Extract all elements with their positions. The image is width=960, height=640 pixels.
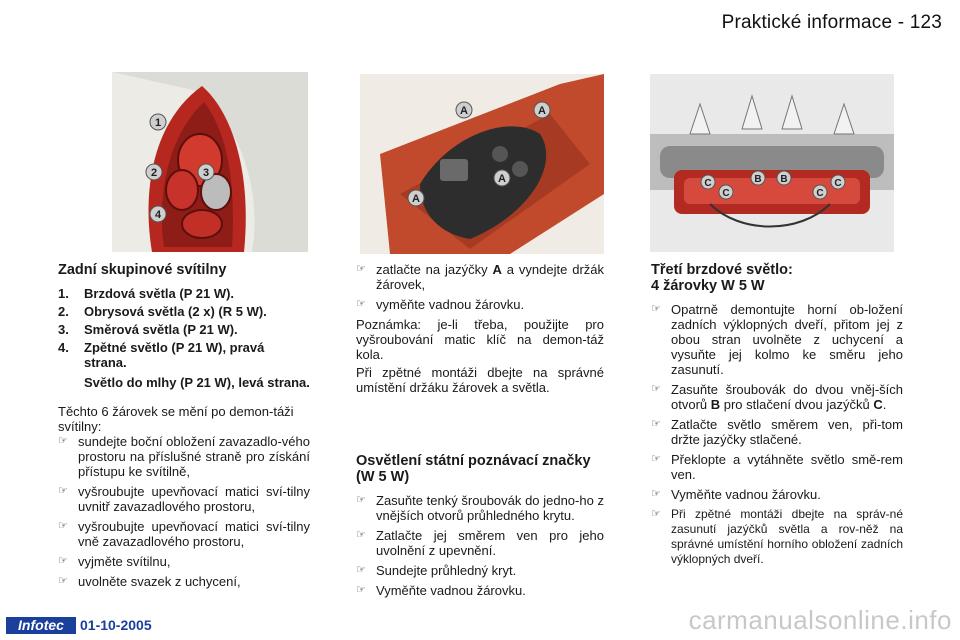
brake-label-b1: B [754,174,762,185]
brake-light-photo [650,74,894,252]
bulb-item: 4. Zpětné světlo (P 21 W), pravá strana. Světlo do mlhy (P 21 W), levá strana. [58,340,310,390]
brake-label-b2: B [780,174,788,185]
brake-label-c3: C [816,188,824,199]
step-item: ☞ Zatlačte jej směrem ven pro jeho uvolnění z upevnění. [356,528,604,558]
section-title-brake-light: Třetí brzdové světlo: [651,262,793,278]
brake-label-c4: C [834,178,842,189]
step-item: ☞ vyšroubujte upevňovací matici sví-tilny vně zavazadlového prostoru, [58,519,310,549]
brake-light-steps [651,302,903,567]
tail-lamp-photo [112,72,308,252]
footer-date: 01-10-2005 [80,617,152,633]
lamp-label-3: 3 [202,167,210,179]
bulb-holder-photo [360,74,604,254]
watermark: carmanualsonline.info [688,605,952,635]
step-item: ☞ vyjměte svítilnu, [58,554,171,569]
page-header: Praktické informace - 123 [721,12,942,33]
step-item: ☞ vyšroubujte upevňovací matici sví-tilny uvnitř zavazadlového prostoru, [58,484,310,514]
plate-light-steps [356,493,604,598]
holder-label-a2: A [538,105,546,117]
column-plate-light [356,262,604,603]
section-title-tail-lamps: Zadní skupinové svítilny [58,262,227,278]
step-item: ☞ zatlačte na jazýčky A a vyndejte držák žárovek, [356,262,605,292]
lamp-label-4: 4 [154,209,162,221]
holder-label-a3: A [412,193,420,205]
intro-text: Těchto 6 žárovek se mění po demon-táži svítilny: [58,404,294,434]
column-tail-lamps [58,262,310,594]
step-item: ☞ Při zpětné montáži dbejte na správ-né zasunutí jazýčků světla a rov-něž na správné umístění horního obložení zadních výklopných dveří. [651,507,903,566]
step-item: ☞ uvolněte svazek z uchycení, [58,574,241,589]
lamp-label-1: 1 [154,117,162,129]
step-item: ☞ sundejte boční obložení zavazadlo-vého prostoru na příslušné straně pro získání přístupu ke svítilně, [58,434,310,479]
step-item: ☞ vyměňte vadnou žárovku. [356,297,525,312]
section-subtitle-brake-light: 4 žárovky W 5 W [651,278,765,294]
tail-lamp-steps [58,434,310,589]
bulb-item: 2. Obrysová světla (2 x) (R 5 W). [58,304,267,319]
step-item: ☞ Zatlačte světlo směrem ven, při-tom držte jazýčky stlačené. [651,417,903,447]
section-title-plate-light: Osvětlení státní poznávací značky (W 5 W) [356,453,591,485]
lamp-label-2: 2 [150,167,158,179]
step-item: ☞ Zasuňte šroubovák do dvou vněj-ších otvorů B pro stlačení dvou jazýčků C. [651,382,903,412]
bulb-list [58,286,310,390]
note-text: Při zpětné montáži dbejte na správné umístění držáku žárovek a světla. [356,365,604,395]
step-item: ☞ Vyměňte vadnou žárovku. [651,487,821,502]
bulb-item: 3. Směrová světla (P 21 W). [58,322,238,337]
step-item: ☞ Opatrně demontujte horní ob-ložení zadních výklopných dveří, přitom jej z obou stran uvolněte z uchycení a vysuňte jej kolmo ke směru jeho zasunutí. [651,302,903,377]
step-item: ☞ Překlopte a vytáhněte světlo smě-rem ven. [651,452,903,482]
column-brake-light [651,262,903,572]
step-item: ☞ Zasuňte tenký šroubovák do jedno-ho z vnějších otvorů průhledného krytu. [356,493,604,523]
holder-label-a4: A [498,173,506,185]
step-item: ☞ Vyměňte vadnou žárovku. [356,583,526,598]
brake-label-c2: C [722,188,730,199]
holder-steps [356,262,604,312]
holder-label-a1: A [460,105,468,117]
note-text: Poznámka: je-li třeba, použijte pro vyšroubování matic klíč na demon-táž kola. [356,317,604,362]
infotec-logo: Infotec [6,617,76,634]
bulb-item: 1. Brzdová světla (P 21 W). [58,286,235,301]
brake-label-c1: C [704,178,712,189]
step-item: ☞ Sundejte průhledný kryt. [356,563,517,578]
